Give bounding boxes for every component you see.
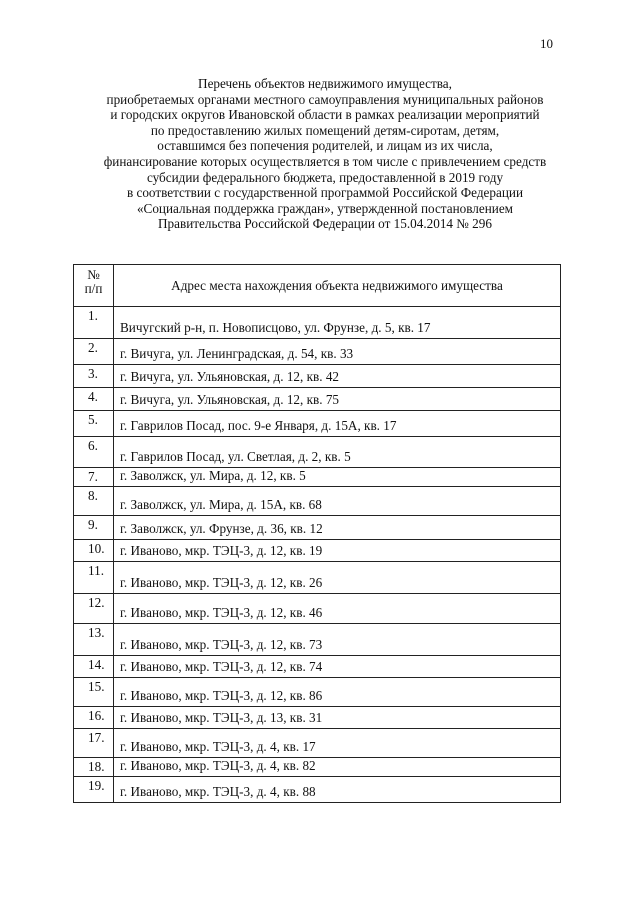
row-address: г. Иваново, мкр. ТЭЦ-3, д. 12, кв. 74 — [114, 656, 561, 678]
row-number: 2. — [74, 339, 114, 365]
table-row — [74, 437, 561, 468]
row-address: г. Иваново, мкр. ТЭЦ-3, д. 12, кв. 86 — [114, 678, 561, 707]
row-address: г. Вичуга, ул. Ульяновская, д. 12, кв. 42 — [114, 365, 561, 388]
title-line: приобретаемых органами местного самоуправления муниципальных районов — [106, 91, 544, 107]
header-num: № п/п — [74, 265, 114, 307]
row-address: г. Вичуга, ул. Ленинградская, д. 54, кв. 33 — [114, 339, 561, 365]
title-line: Правительства Российской Федерации от 15.04.2014 № 296 — [158, 216, 492, 232]
row-address: г. Иваново, мкр. ТЭЦ-3, д. 12, кв. 73 — [114, 624, 561, 656]
row-address: г. Иваново, мкр. ТЭЦ-3, д. 4, кв. 88 — [114, 777, 561, 803]
row-number: 15. — [74, 678, 114, 707]
title-line: по предоставлению жилых помещений детям-сиротам, детям, — [150, 122, 500, 138]
title-line: финансирование которых осуществляется в том числе с привлечением средств — [103, 153, 547, 169]
row-number: 18. — [74, 758, 114, 777]
row-address: г. Заволжск, ул. Мира, д. 12, кв. 5 — [114, 468, 561, 487]
table-row — [74, 516, 561, 540]
table-row — [74, 758, 561, 777]
table-row — [74, 487, 561, 516]
row-number: 17. — [74, 729, 114, 758]
row-number: 4. — [74, 388, 114, 411]
row-address: г. Иваново, мкр. ТЭЦ-3, д. 12, кв. 19 — [114, 540, 561, 562]
row-number: 1. — [74, 307, 114, 339]
row-number: 8. — [74, 487, 114, 516]
table-row — [74, 729, 561, 758]
table-row — [74, 777, 561, 803]
row-address: г. Гаврилов Посад, пос. 9-е Января, д. 15А, кв. 17 — [114, 411, 561, 437]
row-address: г. Иваново, мкр. ТЭЦ-3, д. 13, кв. 31 — [114, 707, 561, 729]
row-number: 6. — [74, 437, 114, 468]
row-number: 14. — [74, 656, 114, 678]
document-title — [60, 76, 590, 232]
table-row — [74, 624, 561, 656]
title-line: субсидии федерального бюджета, предоставленной в 2019 году — [146, 169, 504, 185]
title-line: оставшимся без попечения родителей, и лицам из их числа, — [157, 138, 493, 154]
table-row — [74, 594, 561, 624]
header-address: Адрес места нахождения объекта недвижимого имущества — [114, 265, 561, 307]
table-row — [74, 307, 561, 339]
table-row — [74, 678, 561, 707]
row-number: 19. — [74, 777, 114, 803]
row-number: 11. — [74, 562, 114, 594]
row-number: 10. — [74, 540, 114, 562]
table-row — [74, 388, 561, 411]
row-address: Вичугский р-н, п. Новописцово, ул. Фрунзе, д. 5, кв. 17 — [114, 307, 561, 339]
title-line: «Социальная поддержка граждан», утвержденной постановлением — [136, 200, 514, 216]
title-line: в соответствии с государственной программой Российской Федерации — [126, 185, 524, 201]
row-address: г. Гаврилов Посад, ул. Светлая, д. 2, кв. 5 — [114, 437, 561, 468]
table-row — [74, 411, 561, 437]
table-row — [74, 707, 561, 729]
table-row — [74, 468, 561, 487]
row-number: 5. — [74, 411, 114, 437]
row-number: 3. — [74, 365, 114, 388]
row-address: г. Заволжск, ул. Мира, д. 15А, кв. 68 — [114, 487, 561, 516]
row-number: 12. — [74, 594, 114, 624]
row-address: г. Вичуга, ул. Ульяновская, д. 12, кв. 75 — [114, 388, 561, 411]
row-address: г. Иваново, мкр. ТЭЦ-3, д. 12, кв. 46 — [114, 594, 561, 624]
row-number: 7. — [74, 468, 114, 487]
table-row — [74, 365, 561, 388]
title-line: Перечень объектов недвижимого имущества, — [198, 76, 452, 91]
table-row — [74, 656, 561, 678]
row-address: г. Иваново, мкр. ТЭЦ-3, д. 4, кв. 82 — [114, 758, 561, 777]
title-line: и городских округов Ивановской области в рамках реализации мероприятий — [110, 107, 540, 123]
table-row — [74, 339, 561, 365]
row-address: г. Иваново, мкр. ТЭЦ-3, д. 12, кв. 26 — [114, 562, 561, 594]
table-row — [74, 562, 561, 594]
row-address: г. Иваново, мкр. ТЭЦ-3, д. 4, кв. 17 — [114, 729, 561, 758]
row-number: 9. — [74, 516, 114, 540]
table-header-row — [74, 265, 561, 307]
row-number: 16. — [74, 707, 114, 729]
property-table — [73, 264, 561, 803]
row-number: 13. — [74, 624, 114, 656]
table-row — [74, 540, 561, 562]
table-body — [74, 307, 561, 803]
page-number: 10 — [540, 36, 553, 51]
row-address: г. Заволжск, ул. Фрунзе, д. 36, кв. 12 — [114, 516, 561, 540]
